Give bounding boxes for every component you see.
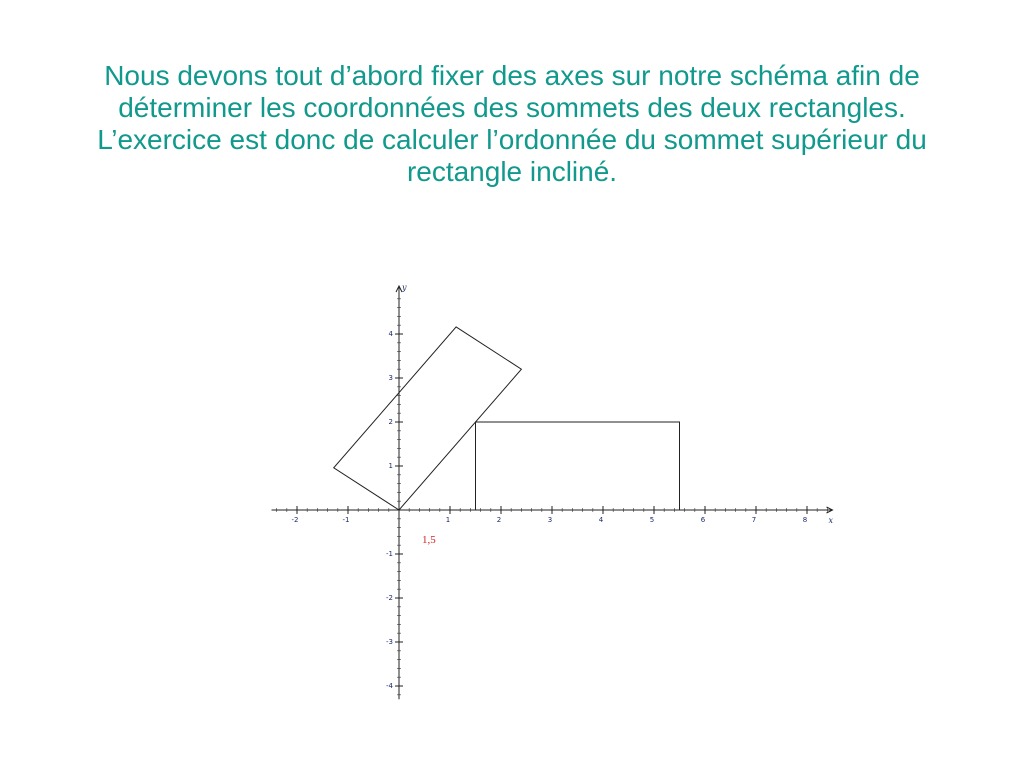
intro-paragraph: Nous devons tout d’abord fixer des axes sur notre schéma afin de déterminer les coordonnées des sommets des deux rectangles. (104, 60, 920, 123)
x-tick-label: 3 (547, 516, 553, 524)
y-tick-label: -4 (386, 682, 393, 690)
y-tick-label: -1 (386, 550, 393, 558)
x-tick-labels (292, 516, 808, 524)
exercise-paragraph: L’exercice est donc de calculer l’ordonnée du sommet supérieur du rectangle incliné. (97, 124, 927, 187)
x-axis-name: x (828, 516, 834, 525)
y-tick-label: -3 (386, 638, 393, 646)
y-tick-label: 2 (388, 418, 393, 426)
x-tick-label: 7 (751, 516, 757, 524)
horizontal-rectangle (476, 422, 680, 510)
y-tick-label: 1 (388, 462, 393, 470)
x-tick-label: -1 (342, 516, 350, 524)
x-tick-label: 8 (802, 516, 808, 524)
inclined-rectangle (334, 327, 522, 510)
x-tick-label: 6 (700, 516, 706, 524)
y-axis-name: y (402, 283, 407, 292)
x-tick-label: 5 (649, 516, 655, 524)
y-tick-label: 3 (388, 374, 393, 382)
x-tick-label: 1 (445, 516, 451, 524)
x-tick-label: 2 (496, 516, 502, 524)
annotation-label: 1,5 (421, 534, 436, 546)
x-tick-label: -2 (291, 516, 299, 524)
x-tick-label: 4 (598, 516, 604, 524)
minor-ticks (277, 299, 828, 695)
y-tick-label: -2 (386, 594, 393, 602)
y-tick-label: 4 (388, 330, 393, 338)
